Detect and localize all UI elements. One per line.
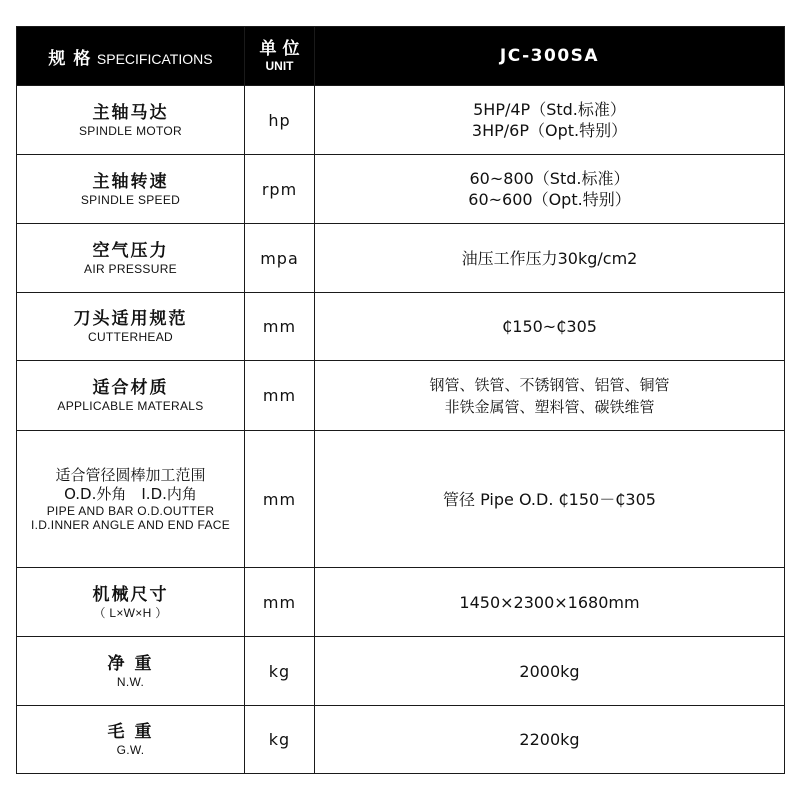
spec-label-cell (17, 361, 245, 431)
table-header (17, 27, 785, 86)
value-cell (315, 224, 785, 293)
value-line: 管径 Pipe O.D. ₵150－₵305 (443, 489, 656, 509)
spec-label-cell (17, 224, 245, 293)
value-line: 2200kg (519, 730, 580, 749)
value-cell (315, 706, 785, 774)
spec-table (16, 26, 785, 774)
table-body (17, 86, 785, 774)
header-spec-en: SPECIFICATIONS (96, 50, 213, 67)
table-row (17, 431, 785, 568)
spec-label-zh: 适合管径圆棒加工范围 (55, 466, 206, 484)
spec-label-en: I.D.INNER ANGLE AND END FACE (30, 518, 231, 532)
unit-cell: mpa (245, 224, 315, 293)
value-line: 60~600（Opt.特别） (468, 190, 631, 209)
spec-label-cell (17, 86, 245, 155)
spec-label-zh: 刀头适用规范 (73, 309, 188, 329)
value-cell (315, 568, 785, 637)
value-cell (315, 361, 785, 431)
header-model (315, 27, 785, 86)
value-line: 3HP/6P（Opt.特别） (471, 121, 628, 140)
value-line: 60~800（Std.标准） (469, 169, 630, 188)
spec-label-cell (17, 637, 245, 706)
model-name: JC-300SA (499, 46, 600, 66)
spec-label-cell (17, 293, 245, 361)
table-row (17, 361, 785, 431)
spec-label-zh: 净 重 (107, 653, 154, 674)
spec-label-en: SPINDLE MOTOR (78, 123, 183, 138)
table-row (17, 86, 785, 155)
header-spec-zh: 规 格 (48, 48, 92, 69)
spec-label-en: PIPE AND BAR O.D.OUTTER (46, 504, 215, 518)
spec-label-cell (17, 431, 245, 568)
spec-label-zh: 主轴马达 (92, 102, 169, 123)
value-line: 非铁金属管、塑料管、碳铁维管 (444, 397, 655, 416)
spec-label-zh: 主轴转速 (92, 171, 169, 192)
table-row (17, 155, 785, 224)
value-cell (315, 431, 785, 568)
unit-cell: kg (245, 637, 315, 706)
spec-label-zh: 机械尺寸 (92, 584, 169, 605)
spec-label-en: （ L×W×H ） (93, 605, 168, 620)
spec-label-en: CUTTERHEAD (87, 330, 173, 344)
value-line: 1450×2300×1680mm (459, 592, 640, 612)
spec-label-en: APPLICABLE MATERALS (57, 399, 204, 413)
value-cell (315, 293, 785, 361)
value-line: ₵150~₵305 (502, 317, 597, 336)
value-line: 油压工作压力30kg/cm2 (461, 248, 638, 268)
header-unit-en: UNIT (265, 59, 294, 73)
spec-label-cell (17, 706, 245, 774)
header-spec (17, 27, 245, 86)
table-row (17, 706, 785, 774)
header-unit-zh: 单 位 (259, 39, 300, 59)
spec-label-cell (17, 568, 245, 637)
unit-cell: kg (245, 706, 315, 774)
value-cell (315, 637, 785, 706)
spec-label-zh: 毛 重 (107, 722, 154, 742)
value-cell (315, 86, 785, 155)
spec-label-cell (17, 155, 245, 224)
value-line: 2000kg (519, 661, 580, 681)
table-row (17, 224, 785, 293)
table-row (17, 637, 785, 706)
table-row (17, 293, 785, 361)
spec-label-zh: 适合材质 (92, 378, 169, 398)
unit-cell: mm (245, 431, 315, 568)
unit-cell: mm (245, 293, 315, 361)
unit-cell: mm (245, 361, 315, 431)
spec-label-zh: 空气压力 (92, 240, 169, 261)
value-line: 钢管、铁管、不锈钢管、铝管、铜管 (429, 375, 670, 394)
spec-label-en: SPINDLE SPEED (80, 192, 181, 207)
header-unit (245, 27, 315, 86)
value-cell (315, 155, 785, 224)
table-row (17, 568, 785, 637)
spec-label-en: N.W. (116, 674, 145, 689)
unit-cell: mm (245, 568, 315, 637)
unit-cell: hp (245, 86, 315, 155)
spec-label-en: AIR PRESSURE (84, 261, 177, 276)
spec-label-zh: O.D.外角 I.D.内角 (64, 485, 197, 503)
value-line: 5HP/4P（Std.标准） (473, 100, 626, 119)
unit-cell: rpm (245, 155, 315, 224)
spec-label-en: G.W. (116, 743, 145, 757)
